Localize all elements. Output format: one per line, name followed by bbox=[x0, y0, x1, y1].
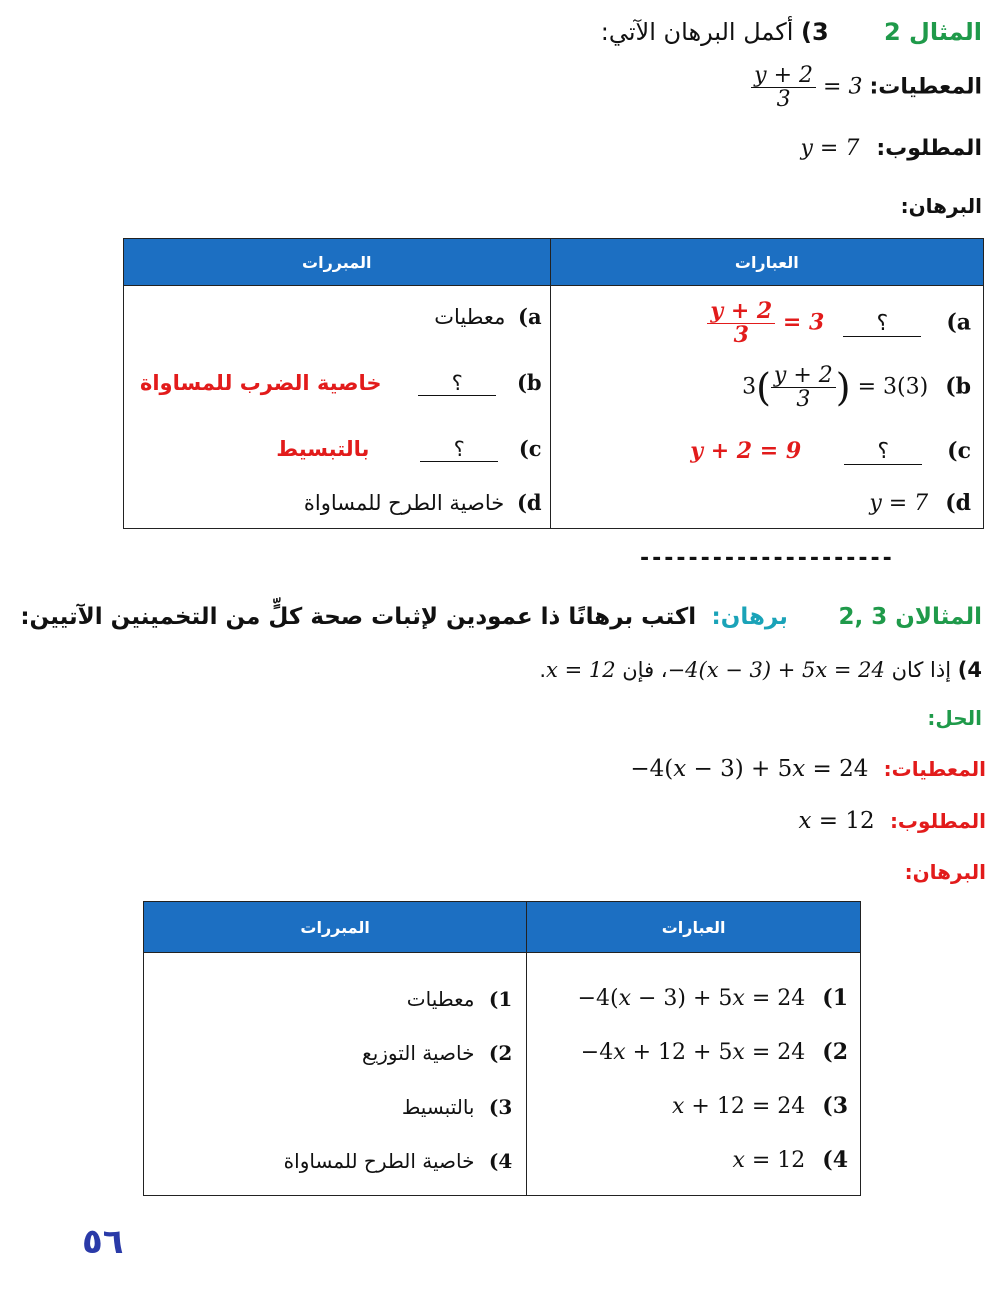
dashed-separator: --------------------- bbox=[640, 546, 895, 571]
statement-row-c: c) ؟ y + 2 = 9 bbox=[690, 438, 971, 464]
reasons-cell-2 bbox=[144, 953, 527, 1196]
question-number: 3) bbox=[801, 18, 829, 46]
proof-table-1 bbox=[123, 238, 984, 529]
required-line bbox=[800, 136, 982, 161]
proof-word: برهان: bbox=[711, 604, 788, 630]
page-number: ٥٦ bbox=[82, 1222, 124, 1262]
statement-row-3: 3) 𝑥 + 12 = 24 bbox=[672, 1093, 848, 1119]
question-4: 4) إذا كان −4(x − 3) + 5x = 24، فإن x = 12. bbox=[539, 658, 982, 682]
col-statements-header-2: العبارات bbox=[527, 902, 861, 953]
statement-b-expr: 3( $\frac{y + 2}{3}$ ) = 3(3) bbox=[742, 363, 929, 413]
statement-blank-c: ؟ bbox=[844, 440, 922, 465]
statement-row-1: 1) −4(𝑥 − 3) + 5𝑥 = 24 bbox=[577, 985, 848, 1011]
statement-row-a: a) ؟ $\frac{y + 2}{3}$ = 3 bbox=[707, 300, 971, 347]
statement-answer-a: $\frac{y + 2}{3}$ = 3 bbox=[707, 300, 824, 347]
reason-row-d: d) خاصية الطرح للمساواة bbox=[303, 490, 542, 515]
col-reasons-header-2: المبررات bbox=[144, 902, 527, 953]
solution-label: الحل: bbox=[927, 706, 982, 730]
col-statements-header: العبارات bbox=[550, 239, 983, 286]
statement-answer-c: y + 2 = 9 bbox=[690, 438, 802, 464]
proof-table-2 bbox=[143, 901, 861, 1196]
reason-row-a: a) معطيات bbox=[434, 304, 542, 329]
required-label: المطلوب: bbox=[876, 136, 982, 161]
reason-row-1: 1) معطيات bbox=[406, 987, 513, 1011]
reason-answer-c: بالتبسيط bbox=[276, 437, 370, 461]
reason-row-3: 3) بالتبسيط bbox=[401, 1095, 513, 1119]
statement-blank-a: ؟ bbox=[843, 312, 921, 337]
reasons-cell bbox=[124, 286, 551, 529]
given-fraction: $\frac{y + 2}{3}$ bbox=[751, 64, 816, 111]
statement-row-d: d) y = 7 bbox=[869, 490, 971, 516]
reason-row-c: c) ؟ بالتبسيط bbox=[276, 436, 542, 461]
reason-row-b: b) ؟ خاصية الضرب للمساواة bbox=[139, 370, 542, 395]
statement-row-2: 2) −4𝑥 + 12 + 5𝑥 = 24 bbox=[580, 1039, 848, 1065]
example23-prompt: اكتب برهانًا ذا عمودين لإثبات صحة كلٍّ من التخمينين الآتيين: bbox=[20, 604, 697, 630]
example23-heading: المثالان 3 ,2 bbox=[838, 604, 982, 630]
reason-answer-b: خاصية الضرب للمساواة bbox=[139, 371, 382, 395]
reason-row-2: 2) خاصية التوزيع bbox=[362, 1041, 513, 1065]
proof-label: البرهان: bbox=[900, 194, 982, 218]
given-line-2: المعطيات: −4(𝑥 − 3) + 5𝑥 = 24 bbox=[630, 756, 986, 782]
required-expr: y = 7 bbox=[800, 136, 860, 161]
question-prompt: أكمل البرهان الآتي: bbox=[600, 18, 794, 46]
statements-cell bbox=[550, 286, 983, 529]
statement-row-b: b) 3( $\frac{y + 2}{3}$ ) = 3(3) bbox=[742, 363, 971, 413]
given-line: المعطيات: $\frac{y + 2}{3}$ = 3 bbox=[751, 64, 982, 111]
example2-heading: المثال 2 bbox=[883, 18, 982, 46]
reason-blank-c: ؟ bbox=[420, 438, 498, 462]
given-label: المعطيات: bbox=[869, 74, 982, 100]
required-line-2: المطلوب: 𝑥 = 12 bbox=[798, 808, 986, 834]
col-reasons-header: المبررات bbox=[124, 239, 551, 286]
reason-row-4: 4) خاصية الطرح للمساواة bbox=[283, 1149, 513, 1173]
reason-blank-b: ؟ bbox=[418, 372, 496, 396]
statement-row-4: 4) 𝑥 = 12 bbox=[732, 1147, 848, 1173]
statements-cell-2 bbox=[527, 953, 861, 1196]
example23-header bbox=[20, 604, 982, 630]
example2-header bbox=[601, 18, 982, 46]
proof-label-2: البرهان: bbox=[904, 860, 986, 884]
